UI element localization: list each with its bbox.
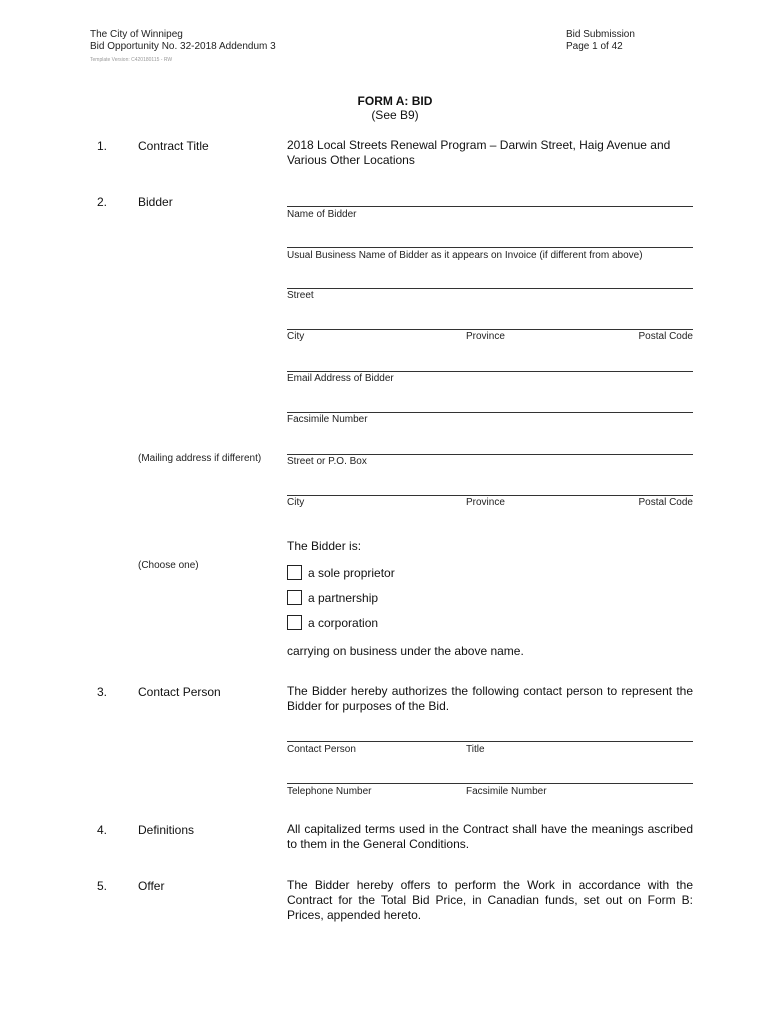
mailing-street-line[interactable] (287, 454, 693, 455)
header-opportunity: Bid Opportunity No. 32-2018 Addendum 3 (90, 41, 276, 52)
section-4-label: Definitions (138, 823, 195, 837)
city-caption: City (287, 331, 305, 342)
name-of-bidder-caption: Name of Bidder (287, 209, 357, 220)
telephone-caption: Telephone Number (287, 786, 372, 797)
offer-text: The Bidder hereby offers to perform the Work in accordance with the Contract for the Total Bid Price, in Canadian funds, set out on Form B: Prices, appended hereto. (287, 878, 693, 922)
section-2-number: 2. (97, 195, 108, 209)
facsimile-line[interactable] (287, 412, 693, 413)
section-4-number: 4. (97, 823, 108, 837)
usual-business-name-line[interactable] (287, 247, 693, 248)
email-line[interactable] (287, 371, 693, 372)
contact-person-title-line[interactable] (287, 741, 693, 742)
section-5-number: 5. (97, 879, 108, 893)
header-doc-type: Bid Submission (566, 29, 635, 40)
section-5-label: Offer (138, 879, 165, 893)
street-line[interactable] (287, 288, 693, 289)
street-caption: Street (287, 290, 314, 301)
title-caption: Title (466, 744, 485, 755)
sole-proprietor-checkbox[interactable] (287, 565, 302, 580)
postal-code-caption: Postal Code (638, 331, 693, 342)
sole-proprietor-label: a sole proprietor (308, 566, 395, 580)
definitions-text: All capitalized terms used in the Contract shall have the meanings ascribed to them in the General Conditions. (287, 822, 693, 851)
template-version: Template Version: C420180115 - RW (90, 57, 173, 63)
header-page-number: Page 1 of 42 (566, 41, 623, 52)
carrying-on-business-text: carrying on business under the above name. (287, 644, 524, 658)
section-1-number: 1. (97, 139, 108, 153)
form-subtitle: (See B9) (371, 108, 419, 122)
usual-business-name-caption: Usual Business Name of Bidder as it appears on Invoice (if different from above) (287, 250, 643, 261)
section-2-label: Bidder (138, 195, 173, 209)
email-caption: Email Address of Bidder (287, 373, 394, 384)
contact-facsimile-caption: Facsimile Number (466, 786, 547, 797)
corporation-label: a corporation (308, 616, 379, 630)
mailing-street-caption: Street or P.O. Box (287, 456, 367, 467)
mailing-city-caption: City (287, 497, 305, 508)
contract-title-text: 2018 Local Streets Renewal Program – Darwin Street, Haig Avenue and Various Other Locations (287, 138, 671, 167)
section-3-number: 3. (97, 685, 108, 699)
telephone-facsimile-line[interactable] (287, 783, 693, 784)
mailing-postal-code-caption: Postal Code (638, 497, 693, 508)
mailing-city-province-postal-line[interactable] (287, 495, 693, 496)
bidder-is-label: The Bidder is: (287, 539, 362, 553)
facsimile-caption: Facsimile Number (287, 414, 368, 425)
header-org: The City of Winnipeg (90, 29, 183, 40)
city-province-postal-line[interactable] (287, 329, 693, 330)
mailing-province-caption: Province (466, 497, 505, 508)
partnership-label: a partnership (308, 591, 379, 605)
section-3-label: Contact Person (138, 685, 221, 699)
partnership-checkbox[interactable] (287, 590, 302, 605)
contact-person-text: The Bidder hereby authorizes the following contact person to represent the Bidder for purposes of the Bid. (287, 684, 693, 713)
contact-person-caption: Contact Person (287, 744, 356, 755)
province-caption: Province (466, 331, 505, 342)
corporation-checkbox[interactable] (287, 615, 302, 630)
form-title: FORM A: BID (357, 94, 433, 108)
mailing-address-note: (Mailing address if different) (138, 453, 262, 464)
name-of-bidder-line[interactable] (287, 206, 693, 207)
section-1-label: Contract Title (138, 139, 209, 153)
choose-one-note: (Choose one) (138, 560, 199, 571)
